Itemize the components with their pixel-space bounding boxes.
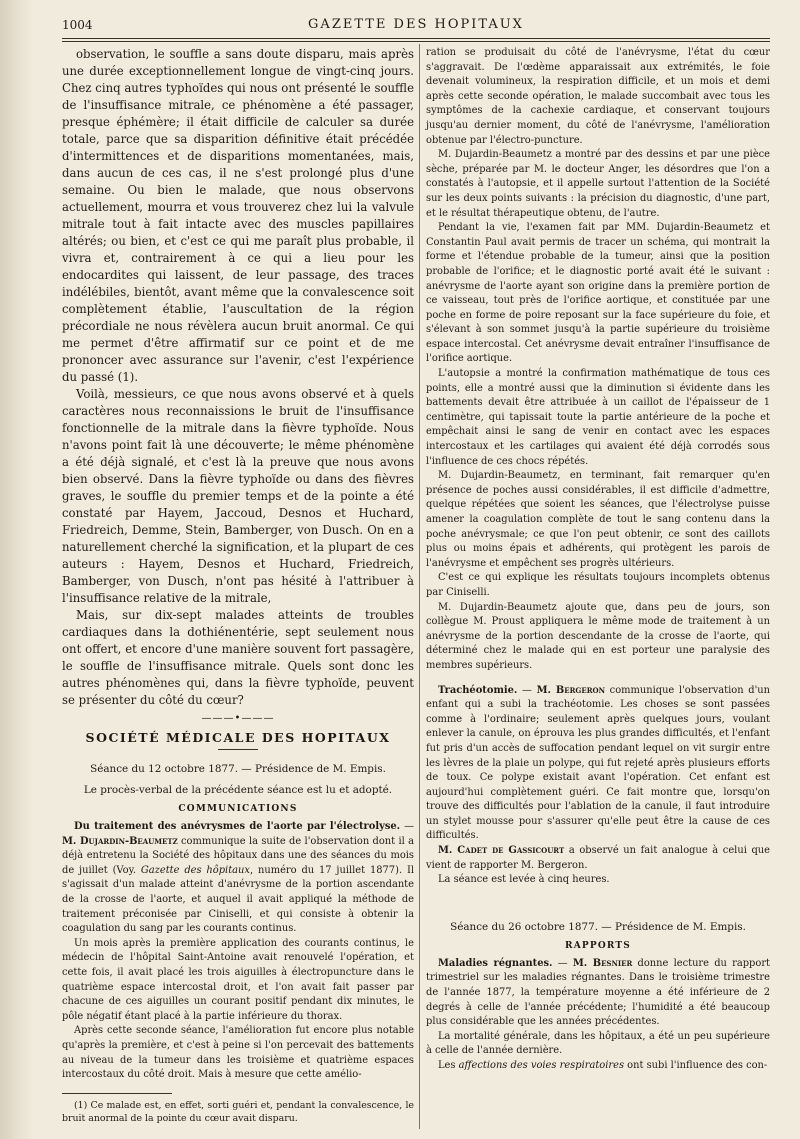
tracheo-paragraph xyxy=(426,684,770,845)
right-paragraph-6: C'est ce qui explique les résultats toujours incomplets obtenus par Ciniselli. xyxy=(426,572,770,598)
aorte-paragraph-2: Un mois après la première application des courants continus, le médecin de l'hôpital Saint-Antoine avait renouvelé l'opération, et cette fois, il avait placé les trois aiguilles à électropuncture dans le quatrième espace intercostal droit, et l'on avait fait passer par chacune de ces aiguilles un courant positif pendant dix minutes, le pôle négatif étant placé à la partie inférieure du thorax. xyxy=(62,937,414,1022)
right-paragraph-5: M. Dujardin-Beaumetz, en terminant, fait remarquer qu'en présence de poches aussi considérables, il est difficile d'admettre, quelque répétées que soient les séances, que l'électrolyse puisse amener la coagulation complète de tout le sang contenu dans la poche anévrysmale; ce que l'on peut obtenir, ce sont des caillots plus ou moins épais et adhérents, qui protègent les parois de l'anévrysme et empêchent ses progrès ultérieurs. xyxy=(426,470,770,569)
communications-heading: COMMUNICATIONS xyxy=(178,804,298,814)
cadet-author: M. Cadet de Gassicourt xyxy=(438,845,565,857)
header-rule xyxy=(62,38,770,42)
left-paragraph-1: observation, le souffle a sans doute disparu, mais après une durée exceptionnellement longue de vingt-cinq jours. Chez cinq autres typhoïdes qui nous ont présenté le souffle de l'insuffisance mitrale, ce phénomène a été passager, presque éphémère; il était difficile de calculer sa durée totale, parce que sa disparition définitive était précédée d'intermittences et de disparitions momentanées, mais, dans aucun de ces cas, il ne s'est prolongé plus d'une semaine. Ou bien le malade, que nous observons actuellement, mourra et vous trouverez chez lui la valvule mitrale tout à fait intacte avec des muscles papillaires altérés; ou bien, et c'est ce qui me paraît plus probable, il vivra et, contrairement à ce qui a lieu pour les endocardites qui laissent, de leur passage, des traces indélébiles, bientôt, avant même que la convalescence soit complètement établie, l'auscultation de la région précordiale ne nous révèlera aucun bruit anormal. Ce qui me permet d'être affirmatif sur ce point et de me prononcer avec assurance sur l'avenir, c'est l'expérience du passé (1). xyxy=(62,47,414,384)
left-column xyxy=(62,46,414,1125)
affections-paragraph xyxy=(426,1059,770,1074)
affections-ital: affections des voies respiratoires xyxy=(458,1060,625,1071)
footnote-rule xyxy=(62,1093,172,1094)
mortalite-paragraph: La mortalité générale, dans les hôpitaux, a été un peu supérieure à celle de l'année dernière. xyxy=(426,1030,770,1057)
footnote: (1) Ce malade est, en effet, sorti guéri et, pendant la convalescence, le bruit anormal de la pointe du cœur avait disparu. xyxy=(62,1099,414,1124)
seance2-heading: Séance du 26 octobre 1877. — Présidence de M. Empis. xyxy=(450,920,746,933)
maladies-title: Maladies régnantes. xyxy=(438,957,553,969)
aorte-paragraph-1 xyxy=(62,820,414,937)
page-number: 1004 xyxy=(62,18,93,32)
affections-text-a: Les xyxy=(438,1060,459,1071)
journal-title: GAZETTE DES HOPITAUX xyxy=(308,17,524,32)
tracheo-title: Trachéotomie. xyxy=(438,684,518,696)
maladies-author: M. Besnier xyxy=(572,957,633,969)
binding-shadow xyxy=(0,0,34,1139)
page-header xyxy=(62,14,770,36)
aorte-text-ital: Gazette des hôpitaux xyxy=(140,864,250,876)
right-column xyxy=(426,46,770,1074)
title-rule xyxy=(218,749,258,750)
seance-close: La séance est levée à cinq heures. xyxy=(438,874,610,886)
right-paragraph-2: M. Dujardin-Beaumetz a montré par des dessins et par une pièce sèche, préparée par M. le docteur Anger, les désordres que l'on a constatés à l'autopsie, et il appelle surtout l'attention de la Société sur les deux points suivants : la précision du diagnostic, d'une part, et le résultat thérapeutique obtenu, de l'autre. xyxy=(426,149,770,219)
maladies-dash: — xyxy=(552,957,573,969)
aorte-text-a: communique la suite de l'observation dont il a déjà entretenu la Société des hôpitaux dans une des séances du mois de juillet (Voy. xyxy=(62,835,414,876)
right-paragraph-3: Pendant la vie, l'examen fait par MM. Dujardin-Beaumetz et Constantin Paul avait permis de tracer un schéma, qui montrait la forme et l'étendue probable de la tumeur, ainsi que la position probable de l'orifice; et le diagnostic porté avait été le suivant : anévrysme de l'aorte ayant son origine dans la première portion de ce vaisseau, tout près de l'orifice aortique, et constituée par une poche en forme de poire reposant sur la face supérieure du foie, et s'élevant à son sommet jusqu'à la partie supérieure du troisième espace intercostal. Cet anévrysme devait entraîner l'insuffisance de l'orifice aortique. xyxy=(426,222,770,365)
proces-verbal: Le procès-verbal de la précédente séance est lu et adopté. xyxy=(83,784,393,796)
aorte-text-b: , numéro du 17 juillet 1877). Il s'agissait d'un malade atteint d'anévrysme de la portion ascendante de la crosse de l'aorte, et auquel il avait appliqué la méthode de traitement préconisée par Ciniselli, et qui consiste à obtenir la coagulation du sang par les courants continus. xyxy=(62,864,414,935)
affections-text-b: ont subi l'influence des con- xyxy=(624,1060,768,1071)
cadet-paragraph xyxy=(426,844,770,873)
cadet-text: a observé un fait analogue à celui que vient de rapporter M. Bergeron. xyxy=(426,845,770,871)
aorte-paragraph-3: Après cette seconde séance, l'amélioration fut encore plus notable qu'après la première, et c'est à peine si l'on percevait des battements au niveau de la tumeur dans les troisième et quatrième espaces intercostaux du côté droit. Mais à mesure que cette amélio- xyxy=(62,1025,414,1081)
society-title: SOCIÉTÉ MÉDICALE DES HOPITAUX xyxy=(85,730,391,745)
spacer xyxy=(426,674,770,684)
right-paragraph-7: M. Dujardin-Beaumetz ajoute que, dans peu de jours, son collègue M. Proust appliquera le même mode de traitement à un anévrysme de la portion descendante de la crosse de l'aorte, qui déterminé chez le malade qui en est porteur une paralysie des membres supérieurs. xyxy=(426,601,770,671)
tracheo-author: M. Bergeron xyxy=(536,684,606,696)
tracheo-dash: — xyxy=(517,684,537,696)
maladies-paragraph xyxy=(426,957,770,1030)
aorte-dash: — xyxy=(400,821,415,832)
right-paragraph-1: ration se produisait du côté de l'anévrysme, l'état du cœur s'aggravait. De l'œdème apparaissait aux extrémités, le foie devenait volumineux, la respiration difficile, et un mois et demi après cette seconde opération, le malade succombait avec tous les symptômes de la cachexie cardiaque, et conservant toujours jusqu'au dernier moment, du côté de l'anévrysme, l'amélioration obtenue par l'électro-puncture. xyxy=(426,47,770,146)
tracheo-text: communique l'observation d'un enfant qui a subi la trachéotomie. Les choses se sont passées comme à l'ordinaire; seulement après quelques jours, voulant enlever la canule, on éprouva les plus grandes difficultés, et l'enfant fut pris d'un accès de suffocation pendant lequel on vit surgir entre les lèvres de la plaie un polype, qui fut rejeté après plusieurs efforts de toux. Ce polype existait avant l'opération. Cet enfant est aujourd'hui complètement guéri. Ce fait montre que, lorsqu'on trouve des difficultés pour l'ablation de la canule, il faut introduire un stylet mousse pour s'assurer qu'elle peut être la cause de ces difficultés. xyxy=(426,684,771,842)
column-divider xyxy=(419,44,420,1129)
right-paragraph-4: L'autopsie a montré la confirmation mathématique de tous ces points, elle a montré aussi que la diminution si évidente dans les battements devait être attribuée à un caillot de l'épaisseur de 1 centimètre, qui tapissait toute la partie antérieure de la poche et empêchait ainsi le sang de venir en contact avec les espaces intercostaux et les cartilages qui avaient été déjà corrodés sous l'influence de ces chocs répétés. xyxy=(426,368,770,467)
seance-heading: Séance du 12 octobre 1877. — Présidence de M. Empis. xyxy=(90,763,386,775)
aorte-title: Du traitement des anévrysmes de l'aorte par l'électrolyse. xyxy=(74,821,401,832)
left-paragraph-3: Mais, sur dix-sept malades atteints de troubles cardiaques dans la dothiénentérie, sept seulement nous ont offert, et encore d'une manière souvent fort passagère, le souffle de l'insuffisance mitrale. Quels sont donc les autres phénomènes qui, dans la fièvre typhoïde, peuvent se présenter du côté du cœur? xyxy=(62,608,414,707)
aorte-author: M. Dujardin-Beaumetz xyxy=(62,835,178,847)
left-paragraph-2: Voilà, messieurs, ce que nous avons observé et à quels caractères nous reconnaissions le bruit de l'insuffisance fonctionnelle de la mitrale dans la fièvre typhoïde. Nous n'avons point fait là une découverte; le même phénomène a été déjà signalé, et c'est là la preuve que nous avons bien observé. Dans la fièvre typhoïde ou dans des fièvres graves, le souffle du premier temps et de la pointe a été constaté par Hayem, Jaccoud, Desnos et Huchard, Friedreich, Demme, Stein, Bamberger, von Dusch. On en a naturellement cherché la signification, et la plupart de ces auteurs : Hayem, Desnos et Huchard, Friedreich, Bamberger, von Dusch, n'ont pas hésité à l'attribuer à l'insuffisance relative de la mitrale, xyxy=(62,387,414,605)
maladies-text: donne lecture du rapport trimestriel sur les maladies régnantes. Dans le troisième trimestre de l'année 1877, la température moyenne a été inférieure de 2 degrés à celle de l'année précédente; l'humidité a été beaucoup plus considérable que les années précédentes. xyxy=(426,957,771,1028)
section-ornament: ———•——— xyxy=(201,713,275,724)
rapports-heading: RAPPORTS xyxy=(565,940,631,951)
spacer-large xyxy=(426,888,770,916)
